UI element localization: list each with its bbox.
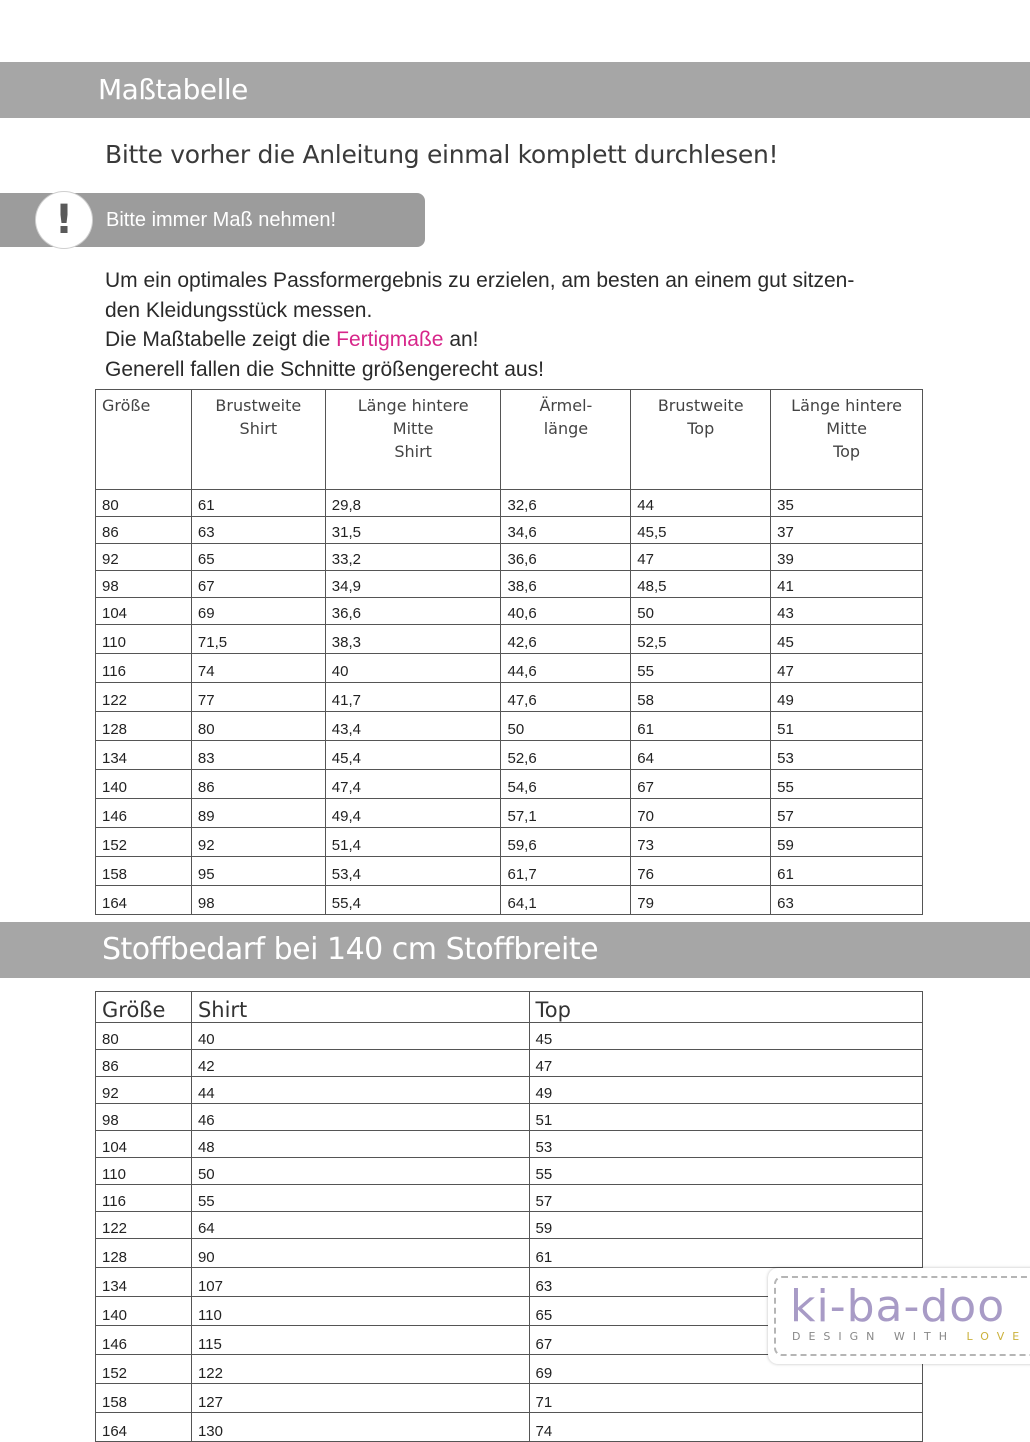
table-row — [96, 1104, 923, 1131]
table-cell: 49,4 — [325, 799, 501, 828]
table-cell: 115 — [191, 1326, 529, 1355]
table-cell: 110 — [96, 1158, 192, 1185]
header-line: Ärmel- — [539, 396, 593, 415]
table-cell: 71 — [529, 1384, 922, 1413]
table-cell: 52,5 — [631, 625, 771, 654]
table-cell: 46 — [191, 1104, 529, 1131]
table-cell: 116 — [96, 1185, 192, 1212]
table-cell: 47 — [529, 1050, 922, 1077]
table-row — [96, 770, 923, 799]
table-cell: 34,9 — [325, 571, 501, 598]
table-cell: 164 — [96, 886, 192, 915]
table-cell: 73 — [631, 828, 771, 857]
table-row — [96, 544, 923, 571]
table-cell: 55 — [529, 1158, 922, 1185]
table-cell: 55 — [631, 654, 771, 683]
table-cell: 50 — [631, 598, 771, 625]
table-row — [96, 857, 923, 886]
header-line: Brustweite — [657, 396, 744, 415]
table-cell: 63 — [191, 517, 325, 544]
table-cell: 86 — [96, 517, 192, 544]
paragraph-line: Um ein optimales Passformergebnis zu erzielen, am besten an einem gut sitzen- — [105, 269, 855, 292]
table-cell: 134 — [96, 741, 192, 770]
table-cell: 49 — [529, 1077, 922, 1104]
table-cell: 48 — [191, 1131, 529, 1158]
table-cell: 42,6 — [501, 625, 631, 654]
table-row — [96, 741, 923, 770]
table-cell: 127 — [191, 1384, 529, 1413]
table-cell: 146 — [96, 799, 192, 828]
table-cell: 98 — [191, 886, 325, 915]
table-cell: 130 — [191, 1413, 529, 1442]
table-cell: 34,6 — [501, 517, 631, 544]
table-row — [96, 1158, 923, 1185]
table-cell: 48,5 — [631, 571, 771, 598]
table-row — [96, 598, 923, 625]
table-cell: 45,5 — [631, 517, 771, 544]
table-cell: 53 — [529, 1131, 922, 1158]
fabric-requirement-table — [95, 991, 923, 1442]
table-cell: 69 — [191, 598, 325, 625]
table-cell: 70 — [631, 799, 771, 828]
size-table-header — [191, 390, 325, 490]
table-cell: 122 — [96, 1212, 192, 1239]
table-cell: 40,6 — [501, 598, 631, 625]
table-cell: 59 — [771, 828, 923, 857]
table-cell: 92 — [96, 544, 192, 571]
size-measurement-table — [95, 389, 923, 915]
header-line: Mitte — [392, 419, 434, 438]
table-cell: 158 — [96, 1384, 192, 1413]
instructions-paragraph — [105, 266, 925, 384]
table-cell: 140 — [96, 1297, 192, 1326]
table-cell: 79 — [631, 886, 771, 915]
table-cell: 83 — [191, 741, 325, 770]
fabric-table-header: Shirt — [191, 992, 529, 1023]
table-row — [96, 490, 923, 517]
table-cell: 52,6 — [501, 741, 631, 770]
header-line: Shirt — [239, 419, 278, 438]
table-row — [96, 517, 923, 544]
table-cell: 47,4 — [325, 770, 501, 799]
header-line: Top — [833, 442, 861, 461]
table-row — [96, 828, 923, 857]
table-cell: 43,4 — [325, 712, 501, 741]
table-cell: 64,1 — [501, 886, 631, 915]
table-cell: 64 — [191, 1212, 529, 1239]
table-cell: 146 — [96, 1326, 192, 1355]
paragraph-line: den Kleidungsstück messen. — [105, 298, 373, 322]
table-cell: 33,2 — [325, 544, 501, 571]
table-cell: 67 — [191, 571, 325, 598]
table-cell: 65 — [529, 1297, 922, 1326]
table-cell: 77 — [191, 683, 325, 712]
intro-heading: Bitte vorher die Anleitung einmal komplett durchlesen! — [105, 140, 779, 169]
table-cell: 40 — [325, 654, 501, 683]
table-row — [96, 1050, 923, 1077]
table-cell: 92 — [191, 828, 325, 857]
paragraph-text: an! — [443, 328, 479, 351]
header-line: Top — [687, 419, 715, 438]
table-cell: 80 — [96, 1023, 192, 1050]
table-row — [96, 571, 923, 598]
header-line: Shirt — [394, 442, 432, 461]
table-cell: 57 — [529, 1185, 922, 1212]
table-cell: 63 — [529, 1268, 922, 1297]
table-cell: 61,7 — [501, 857, 631, 886]
section-title: Stoffbedarf bei 140 cm Stoffbreite — [102, 932, 599, 967]
header-line: Brustweite — [215, 396, 302, 415]
header-line: länge — [543, 419, 589, 438]
header-line: Länge hintere — [357, 396, 469, 415]
table-cell: 67 — [529, 1326, 922, 1355]
table-cell: 95 — [191, 857, 325, 886]
logo-name: ki-ba-doo — [790, 1281, 1006, 1332]
table-cell: 39 — [771, 544, 923, 571]
brand-logo — [768, 1268, 1030, 1364]
table-cell: 158 — [96, 857, 192, 886]
table-cell: 37 — [771, 517, 923, 544]
table-cell: 86 — [191, 770, 325, 799]
table-row — [96, 1023, 923, 1050]
table-row — [96, 1185, 923, 1212]
table-cell: 45 — [771, 625, 923, 654]
fabric-table-header: Top — [529, 992, 922, 1023]
header-line: Größe — [102, 396, 151, 415]
table-cell: 80 — [191, 712, 325, 741]
table-row — [96, 1413, 923, 1442]
table-cell: 51 — [529, 1104, 922, 1131]
table-cell: 59 — [529, 1212, 922, 1239]
table-cell: 134 — [96, 1268, 192, 1297]
table-cell: 63 — [771, 886, 923, 915]
table-cell: 164 — [96, 1413, 192, 1442]
table-row — [96, 683, 923, 712]
table-cell: 67 — [631, 770, 771, 799]
table-cell: 92 — [96, 1077, 192, 1104]
table-cell: 86 — [96, 1050, 192, 1077]
table-row — [96, 1384, 923, 1413]
table-cell: 152 — [96, 1355, 192, 1384]
table-cell: 54,6 — [501, 770, 631, 799]
table-row — [96, 886, 923, 915]
table-cell: 29,8 — [325, 490, 501, 517]
table-row — [96, 712, 923, 741]
table-cell: 36,6 — [501, 544, 631, 571]
logo-tagline — [792, 1330, 1027, 1343]
table-cell: 41,7 — [325, 683, 501, 712]
header-line: Mitte — [826, 419, 867, 438]
table-row — [96, 1131, 923, 1158]
size-table-header — [771, 390, 923, 490]
table-cell: 61 — [191, 490, 325, 517]
table-cell: 140 — [96, 770, 192, 799]
section-header-stoffbedarf — [0, 922, 1030, 978]
table-cell: 44 — [191, 1077, 529, 1104]
table-cell: 71,5 — [191, 625, 325, 654]
table-cell: 90 — [191, 1239, 529, 1268]
table-cell: 57 — [771, 799, 923, 828]
table-cell: 44,6 — [501, 654, 631, 683]
table-cell: 36,6 — [325, 598, 501, 625]
table-cell: 45 — [529, 1023, 922, 1050]
table-row — [96, 1212, 923, 1239]
table-cell: 47 — [771, 654, 923, 683]
table-cell: 53,4 — [325, 857, 501, 886]
table-cell: 51 — [771, 712, 923, 741]
size-table-header — [96, 390, 192, 490]
table-cell: 98 — [96, 1104, 192, 1131]
highlight-fertigmasse: Fertigmaße — [336, 328, 444, 351]
table-cell: 104 — [96, 1131, 192, 1158]
table-cell: 50 — [501, 712, 631, 741]
logo-tagline-love: LOVE — [966, 1330, 1028, 1343]
table-cell: 59,6 — [501, 828, 631, 857]
table-cell: 74 — [191, 654, 325, 683]
table-row — [96, 654, 923, 683]
table-cell: 38,3 — [325, 625, 501, 654]
header-line: Länge hintere — [791, 396, 903, 415]
table-cell: 64 — [631, 741, 771, 770]
table-cell: 104 — [96, 598, 192, 625]
table-cell: 57,1 — [501, 799, 631, 828]
table-cell: 50 — [191, 1158, 529, 1185]
size-table-header — [325, 390, 501, 490]
table-cell: 42 — [191, 1050, 529, 1077]
table-cell: 31,5 — [325, 517, 501, 544]
paragraph-line — [105, 325, 925, 355]
table-row — [96, 1077, 923, 1104]
table-row — [96, 625, 923, 654]
logo-tagline-text: DESIGN WITH — [792, 1330, 967, 1343]
exclamation-icon: ! — [36, 192, 92, 248]
table-cell: 98 — [96, 571, 192, 598]
table-cell: 43 — [771, 598, 923, 625]
table-cell: 89 — [191, 799, 325, 828]
table-cell: 58 — [631, 683, 771, 712]
table-cell: 65 — [191, 544, 325, 571]
table-cell: 74 — [529, 1413, 922, 1442]
section-title: Maßtabelle — [98, 73, 248, 106]
table-cell: 40 — [191, 1023, 529, 1050]
paragraph-line: Generell fallen die Schnitte größengerecht aus! — [105, 357, 544, 381]
table-cell: 80 — [96, 490, 192, 517]
paragraph-text: Die Maßtabelle zeigt die — [105, 328, 337, 351]
table-row — [96, 799, 923, 828]
table-cell: 110 — [191, 1297, 529, 1326]
table-row — [96, 1239, 923, 1268]
table-cell: 69 — [529, 1355, 922, 1384]
table-cell: 55,4 — [325, 886, 501, 915]
table-cell: 128 — [96, 1239, 192, 1268]
table-cell: 116 — [96, 654, 192, 683]
table-cell: 38,6 — [501, 571, 631, 598]
table-cell: 152 — [96, 828, 192, 857]
table-cell: 49 — [771, 683, 923, 712]
table-cell: 32,6 — [501, 490, 631, 517]
table-cell: 45,4 — [325, 741, 501, 770]
table-cell: 122 — [96, 683, 192, 712]
table-cell: 51,4 — [325, 828, 501, 857]
table-cell: 53 — [771, 741, 923, 770]
size-table-header — [631, 390, 771, 490]
table-cell: 76 — [631, 857, 771, 886]
table-cell: 61 — [771, 857, 923, 886]
table-cell: 47 — [631, 544, 771, 571]
table-cell: 128 — [96, 712, 192, 741]
table-cell: 55 — [191, 1185, 529, 1212]
table-cell: 122 — [191, 1355, 529, 1384]
table-cell: 55 — [771, 770, 923, 799]
table-cell: 41 — [771, 571, 923, 598]
fabric-table-header: Größe — [96, 992, 192, 1023]
table-cell: 47,6 — [501, 683, 631, 712]
table-cell: 61 — [631, 712, 771, 741]
size-table-header — [501, 390, 631, 490]
table-cell: 61 — [529, 1239, 922, 1268]
notice-text: Bitte immer Maß nehmen! — [106, 209, 337, 231]
table-cell: 35 — [771, 490, 923, 517]
table-cell: 110 — [96, 625, 192, 654]
table-cell: 44 — [631, 490, 771, 517]
table-cell: 107 — [191, 1268, 529, 1297]
section-header-masstabelle — [0, 62, 1030, 118]
